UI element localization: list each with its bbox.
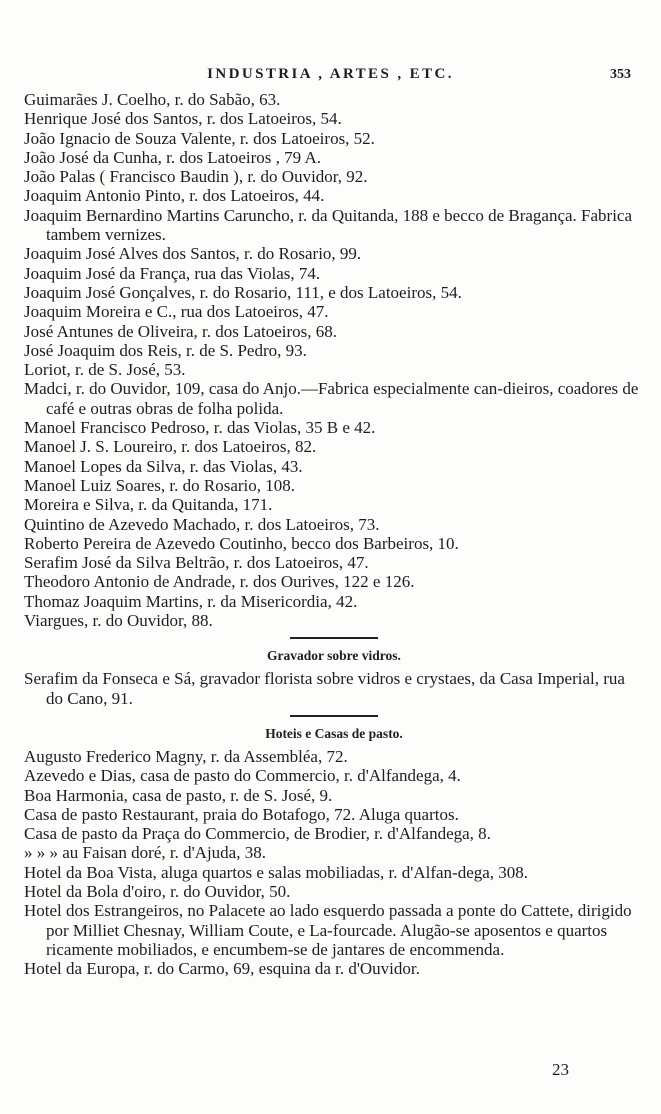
page-header [0, 66, 661, 88]
entry: Azevedo e Dias, casa de pasto do Commercio, r. d'Alfandega, 4. [24, 766, 461, 786]
entry: Casa de pasto Restaurant, praia do Botafogo, 72. Aluga quartos. [24, 804, 459, 824]
entry: Manoel J. S. Loureiro, r. dos Latoeiros, 82. [24, 437, 317, 457]
entry: » » » au Faisan doré, r. d'Ajuda, 38. [24, 843, 266, 863]
section-heading-glass-engraver: Gravador sobre vidros. [267, 648, 401, 664]
entry: Joaquim Bernardino Martins Carunchо, r. da Quitanda, 188 e becco de Bragança. Fabrica tambem vernizes. [24, 205, 633, 245]
entry: Henrique José dos Santos, r. dos Latoeiros, 54. [24, 109, 342, 129]
signature-mark: 23 [552, 1060, 569, 1079]
running-title: INDUSTRIA , ARTES , ETC. [207, 66, 454, 82]
entry: Hotel dos Estrangeiros, no Palacete ao lado esquerdo passada a ponte do Cattete, dirigido por Milliet Chesnay, William Coute, e La-fourcade. Alugão-se aposentos e quartos ricamente mobiliados, e encumbem-se de jantares de encommenda. [24, 901, 632, 959]
entry: Augusto Frederico Magny, r. da Assembléa, 72. [24, 746, 348, 766]
entry: Loriot, r. de S. José, 53. [24, 360, 186, 380]
section-divider [290, 637, 378, 639]
entry: Hotel da Boa Vista, aluga quartos e salas mobiliadas, r. d'Alfan-dega, 308. [24, 862, 529, 882]
entry: Boa Harmonia, casa de pasto, r. de S. José, 9. [24, 785, 333, 805]
entry: Manoel Luiz Soares, r. do Rosario, 108. [24, 475, 296, 495]
entry: Joaquim José Gonçalves, r. do Rosario, 111, e dos Latoeiros, 54. [24, 282, 462, 302]
entry: Quintino de Azevedo Machado, r. dos Latoeiros, 73. [24, 514, 380, 534]
page-number: 353 [610, 67, 631, 82]
entry: Joaquim José da França, rua das Violas, 74. [24, 263, 321, 283]
directory-listing [24, 90, 644, 978]
entry: João Palas ( Francisco Baudin ), r. do Ouvidor, 92. [24, 167, 368, 187]
entry: Roberto Pereira de Azevedo Coutinho, becco dos Barbeiros, 10. [24, 533, 459, 553]
entry: Joaquim José Alves dos Santos, r. do Rosario, 99. [24, 244, 362, 264]
entry: Theodoro Antonio de Andrade, r. dos Ourives, 122 e 126. [24, 572, 415, 592]
entry: Moreira e Silva, r. da Quitanda, 171. [24, 495, 273, 515]
entry: Joaquim Antonio Pinto, r. dos Latoeiros, 44. [24, 186, 325, 206]
entry: Madci, r. do Ouvidor, 109, casa do Anjo.—Fabrica especialmente can-dieiros, coadores de café e outras obras de folha polida. [24, 379, 639, 418]
entry: Hotel da Bola d'oiro, r. do Ouvidor, 50. [24, 881, 291, 901]
section-heading-hotels: Hoteis e Casas de pasto. [265, 725, 403, 741]
section-divider [290, 715, 378, 717]
entry: Thomaz Joaquim Martins, r. da Misericordia, 42. [24, 591, 358, 611]
entry: Manoel Francisco Pedroso, r. das Violas, 35 B e 42. [24, 418, 376, 438]
entry: Viargues, r. do Ouvidor, 88. [24, 611, 213, 631]
entry: José Joaquim dos Reis, r. de S. Pedro, 93. [24, 340, 307, 360]
entry: Manoel Lopes da Silva, r. das Violas, 43. [24, 456, 303, 476]
entry: Joaquim Moreira e C., rua dos Latoeiros, 47. [24, 302, 329, 322]
entry: Casa de pasto da Praça do Commercio, de Brodier, r. d'Alfandega, 8. [24, 824, 491, 844]
entry: Serafim José da Silva Beltrão, r. dos Latoeiros, 47. [24, 553, 369, 573]
entry: Guimarães J. Coelho, r. do Sabão, 63. [24, 90, 281, 109]
entry: Hotel da Europa, r. do Carmo, 69, esquina da r. d'Ouvidor. [24, 959, 420, 979]
entry: Serafim da Fonseca e Sá, gravador florista sobre vidros e crystaes, da Casa Imperial, rua do Cano, 91. [24, 669, 625, 708]
entry: José Antunes de Oliveira, r. dos Latoeiros, 68. [24, 321, 338, 341]
entry: João José da Cunha, r. dos Latoeiros , 79 A. [24, 147, 321, 167]
entry: João Ignacio de Souza Valente, r. dos Latoeiros, 52. [24, 128, 375, 148]
